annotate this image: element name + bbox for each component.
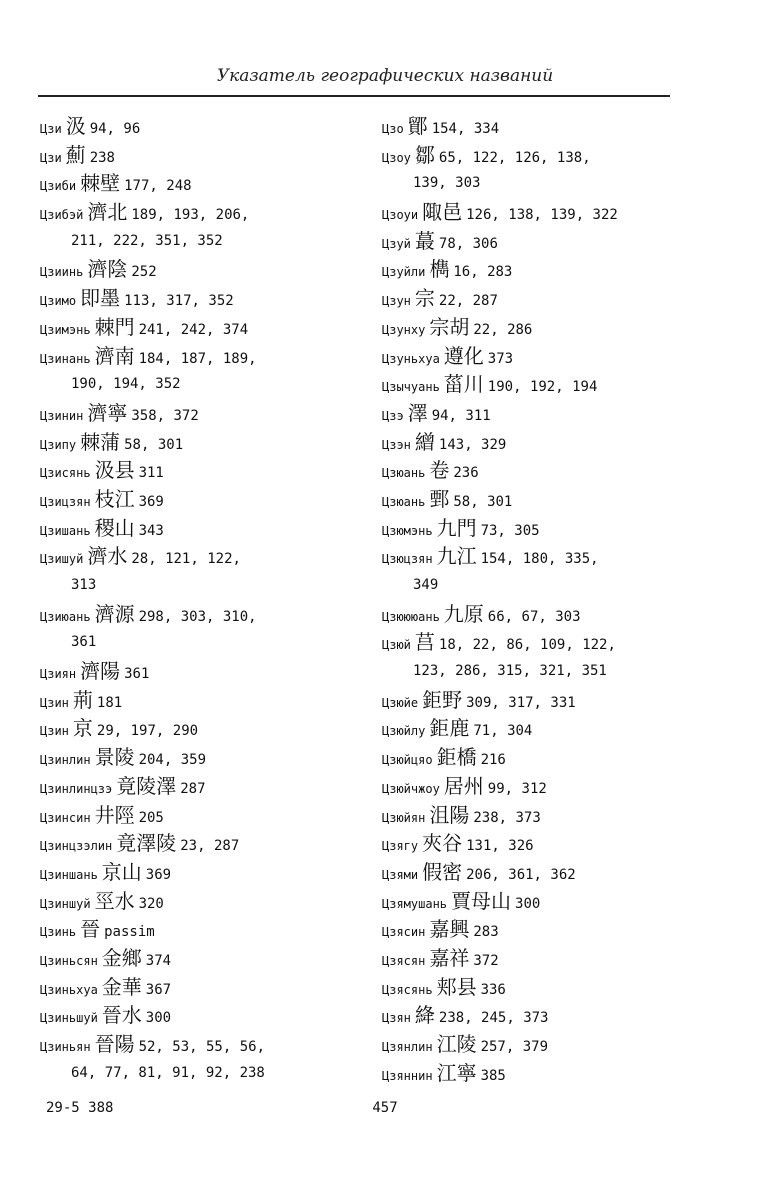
page-references: 113, 317, 352	[124, 293, 234, 310]
place-name: Цзиншуй	[40, 896, 91, 911]
place-name: Цзян	[382, 1011, 411, 1026]
chinese-characters: 檇	[429, 257, 450, 282]
chinese-characters: 鉅橋	[436, 745, 477, 770]
index-entry	[382, 428, 682, 457]
chinese-characters: 濟北	[87, 200, 128, 225]
entry-continuation: 349	[413, 577, 439, 593]
place-name: Цзюююань	[382, 609, 440, 624]
chinese-characters: 卷	[429, 458, 450, 483]
index-entry	[382, 944, 682, 973]
place-name: Цзянлин	[382, 1040, 433, 1054]
page-references: 154, 180, 335,	[480, 551, 599, 568]
chinese-characters: 江陵	[436, 1032, 477, 1056]
page-references: 238, 373	[473, 809, 541, 826]
place-name: Цзинлин	[40, 753, 91, 768]
place-name: Цзинь	[40, 925, 77, 940]
index-entry	[382, 1030, 682, 1059]
place-name: Цзинин	[40, 408, 84, 423]
chinese-characters: 晉陽	[94, 1032, 135, 1056]
page-references: 374	[145, 952, 172, 969]
index-entry	[382, 198, 682, 227]
chinese-characters: 京山	[101, 859, 142, 884]
chinese-characters: 江寧	[436, 1060, 477, 1085]
page-references: 71, 304	[473, 723, 533, 740]
index-entry	[40, 686, 340, 715]
chinese-characters: 居州	[443, 773, 484, 798]
place-name: Цзин	[40, 724, 69, 739]
page-references: 65, 122, 126, 138,	[438, 149, 591, 166]
index-entry	[382, 485, 682, 514]
index-entry	[40, 858, 340, 887]
page-references: 94, 311	[431, 407, 491, 424]
index-entry	[382, 370, 682, 399]
page-references: 78, 306	[438, 235, 498, 252]
chinese-characters: 汲县	[94, 458, 135, 483]
page-references: 236	[453, 465, 479, 482]
chinese-characters: 薊	[65, 142, 86, 167]
index-entry	[40, 169, 340, 198]
index-entry	[382, 1059, 682, 1088]
chinese-characters: 濟陰	[87, 257, 128, 282]
index-entry	[40, 141, 340, 170]
page-references: 300	[145, 1010, 172, 1027]
index-entry	[40, 973, 340, 1002]
index-entry	[40, 284, 340, 313]
chinese-characters: 嘉興	[429, 917, 470, 942]
chinese-characters: 宗	[414, 286, 435, 311]
chinese-characters: 井陘	[94, 802, 135, 827]
page-references: 29, 197, 290	[96, 723, 199, 740]
place-name: Цзюйцяо	[382, 753, 433, 768]
place-name: Цзоу	[382, 150, 411, 165]
index-entry	[40, 112, 340, 141]
index-entry	[40, 399, 340, 428]
index-entry	[382, 686, 682, 715]
place-name: Цзясянь	[382, 982, 433, 997]
place-name: Цзиньян	[40, 1040, 91, 1054]
place-name: Цзуньхуа	[382, 351, 440, 366]
chinese-characters: 嘉祥	[429, 945, 470, 970]
chinese-characters: 鄮	[407, 114, 428, 138]
page-references: 16, 283	[453, 264, 513, 281]
index-entry	[40, 714, 340, 743]
place-name: Цзинань	[40, 351, 91, 366]
place-name: Цзиньхуа	[40, 982, 98, 997]
index-entry	[40, 1030, 340, 1059]
page-references: 369	[138, 493, 164, 510]
place-name: Цзэ	[382, 408, 404, 423]
place-name: Цзяннин	[382, 1068, 433, 1083]
page-references: 252	[131, 264, 157, 281]
chinese-characters: 鉅鹿	[429, 716, 470, 741]
page-references: 358, 372	[131, 407, 199, 424]
place-name: Цзюмэнь	[382, 523, 433, 538]
index-entry	[382, 887, 682, 916]
page-references: 238	[89, 149, 115, 166]
place-name: Цзясян	[382, 953, 426, 968]
index-entry	[40, 657, 340, 686]
place-name: Цзюйчжоу	[382, 781, 440, 796]
chinese-characters: 假密	[422, 859, 463, 884]
chinese-characters: 即墨	[80, 286, 121, 311]
place-name: Цзуйли	[382, 265, 426, 280]
chinese-characters: 繒	[414, 429, 435, 454]
place-name: Цзи	[40, 122, 62, 136]
place-name: Цзиян	[40, 667, 77, 682]
place-name: Цзибэй	[40, 208, 84, 223]
chinese-characters: 荊	[72, 687, 93, 712]
place-name: Цзычуань	[382, 380, 440, 395]
page-references: 154, 334	[431, 121, 500, 137]
chinese-characters: 蕞	[414, 228, 435, 253]
entry-continuation: 361	[71, 634, 97, 651]
index-entry	[382, 227, 682, 256]
place-name: Цзюйян	[382, 810, 426, 825]
index-entry	[382, 743, 682, 772]
page-references: 22, 286	[473, 321, 533, 338]
chinese-characters: 鄄	[429, 486, 450, 511]
place-name: Цзинсин	[40, 810, 91, 825]
chinese-characters: 澤	[407, 400, 428, 425]
place-name: Цзимэнь	[40, 322, 91, 337]
chinese-characters: 鄒	[414, 142, 435, 167]
page-references: 373	[487, 350, 514, 367]
page-references: 126, 138, 139, 322	[466, 207, 618, 224]
page-references: 206, 361, 362	[466, 866, 576, 883]
page-references: 311	[138, 465, 164, 482]
index-entry	[382, 714, 682, 743]
page-references: 320	[138, 895, 164, 912]
chinese-characters: 巠水	[94, 888, 135, 913]
chinese-characters: 金華	[101, 974, 142, 999]
place-name: Цзясин	[382, 925, 426, 940]
index-column-right	[382, 112, 682, 1087]
chinese-characters: 濟陽	[80, 659, 121, 684]
index-entry	[40, 514, 340, 543]
place-name: Цзягу	[382, 839, 419, 854]
chinese-characters: 景陵	[94, 745, 135, 770]
index-entry	[40, 342, 340, 371]
place-name: Цзями	[382, 867, 419, 882]
page-references: 190, 192, 194	[487, 379, 598, 396]
chinese-characters: 棘門	[94, 314, 135, 339]
chinese-characters: 竟陵澤	[116, 773, 177, 798]
index-entry	[382, 858, 682, 887]
page-references: 309, 317, 331	[466, 694, 576, 711]
index-entry	[40, 428, 340, 457]
index-entry	[382, 313, 682, 342]
page-references: 343	[138, 522, 164, 539]
signature-mark: 29-5 388	[46, 1100, 114, 1116]
place-name: Цзинлинцзэ	[40, 781, 113, 796]
place-name: Цзуй	[382, 236, 411, 251]
index-entry	[40, 944, 340, 973]
chinese-characters: 九江	[436, 544, 477, 569]
page-references: 283	[473, 924, 499, 941]
entry-continuation: 313	[71, 577, 97, 593]
page-references: 205	[138, 809, 164, 826]
index-entry	[382, 915, 682, 944]
place-name: Цзиюань	[40, 609, 91, 624]
chinese-characters: 賈母山	[451, 888, 512, 913]
place-name: Цзунху	[382, 322, 426, 337]
index-entry	[382, 772, 682, 801]
page-references: 18, 22, 86, 109, 122,	[438, 637, 616, 654]
chinese-characters: 濟水	[87, 544, 128, 569]
index-entry	[40, 829, 340, 858]
place-name: Цзиби	[40, 179, 77, 194]
page-references: 28, 121, 122,	[131, 551, 241, 568]
page-references: 52, 53, 55, 56,	[138, 1039, 266, 1055]
page-references: 287	[180, 780, 206, 797]
chinese-characters: 晉	[80, 917, 101, 942]
entry-continuation: 190, 194, 352	[71, 376, 181, 393]
index-entry	[40, 887, 340, 916]
index-entry	[382, 514, 682, 543]
chinese-characters: 京	[72, 716, 93, 741]
index-entry	[40, 313, 340, 342]
page-references: 369	[145, 866, 172, 883]
page-references: 385	[480, 1067, 506, 1084]
page-references: 189, 193, 206,	[131, 207, 250, 224]
page-references: 184, 187, 189,	[138, 350, 257, 367]
page-references: 143, 329	[438, 436, 507, 453]
index-entry	[40, 743, 340, 772]
page-references: 58, 301	[124, 436, 184, 453]
place-name: Цзюцзян	[382, 552, 433, 567]
index-entry	[40, 915, 340, 944]
chinese-characters: 陬邑	[422, 200, 463, 225]
place-name: Цзюйлу	[382, 724, 426, 739]
chinese-characters: 棘蒲	[80, 429, 121, 454]
entry-continuation: 123, 286, 315, 321, 351	[413, 663, 607, 680]
place-name: Цзин	[40, 695, 69, 710]
index-entry	[382, 1001, 682, 1030]
place-name: Цзэн	[382, 437, 411, 452]
index-entry	[40, 772, 340, 801]
index-entry	[382, 600, 682, 629]
page-references: 216	[480, 752, 506, 769]
page-references: 23, 287	[180, 838, 240, 855]
chinese-characters: 金鄉	[101, 945, 142, 970]
place-name: Цзисянь	[40, 466, 91, 481]
place-name: Цзямушань	[382, 896, 448, 911]
index-entry	[40, 255, 340, 284]
chinese-characters: 菑川	[443, 372, 484, 397]
chinese-characters: 鉅野	[422, 687, 463, 712]
index-entry	[382, 542, 682, 571]
page-references: 204, 359	[138, 752, 207, 769]
page-references: 73, 305	[480, 522, 540, 539]
index-entry	[40, 1001, 340, 1030]
index-entry	[382, 255, 682, 284]
page-references: 257, 379	[480, 1039, 549, 1055]
place-name: Цзюань	[382, 466, 426, 481]
page-references: 361	[124, 666, 150, 683]
chinese-characters: 遵化	[443, 343, 484, 368]
index-entry	[40, 456, 340, 485]
chinese-characters: 郏县	[436, 974, 477, 999]
place-name: Цзипу	[40, 437, 77, 452]
chinese-characters: 棘壁	[80, 171, 121, 196]
index-entry	[382, 829, 682, 858]
index-entry	[382, 342, 682, 371]
page-references: 298, 303, 310,	[138, 608, 257, 625]
index-column-left	[40, 112, 340, 1087]
entry-continuation: 211, 222, 351, 352	[71, 232, 223, 249]
index-entry	[382, 628, 682, 657]
page-references: 300	[515, 895, 541, 912]
page-references: 66, 67, 303	[487, 608, 581, 625]
index-entry	[382, 973, 682, 1002]
header-rule	[38, 95, 670, 97]
page-number: 457	[372, 1100, 398, 1116]
place-name: Цзоуи	[382, 208, 419, 223]
place-name: Цзимо	[40, 294, 77, 309]
page-references: 94, 96	[89, 121, 141, 137]
chinese-characters: 九原	[443, 601, 484, 626]
chinese-characters: 九門	[436, 515, 477, 540]
entry-continuation: 64, 77, 81, 91, 92, 238	[71, 1064, 265, 1081]
page-references: 238, 245, 373	[438, 1010, 549, 1027]
chinese-characters: 濟源	[94, 601, 135, 626]
running-header: Указатель географических названий	[216, 66, 554, 86]
page-references: 241, 242, 374	[138, 321, 249, 338]
index-entry	[382, 141, 682, 170]
chinese-characters: 夾谷	[422, 831, 463, 856]
place-name: Цзицзян	[40, 494, 91, 509]
index-entry	[382, 399, 682, 428]
place-name: Цзинцзэлин	[40, 839, 113, 854]
page-references: 336	[480, 981, 506, 998]
index-entry	[382, 112, 682, 141]
index-entry	[382, 456, 682, 485]
chinese-characters: 濟寧	[87, 400, 128, 425]
chinese-characters: 沮陽	[429, 802, 470, 827]
chinese-characters: 枝江	[94, 486, 135, 511]
place-name: Цзюйе	[382, 695, 419, 710]
place-name: Цзиньсян	[40, 953, 98, 968]
place-name: Цзюй	[382, 638, 411, 653]
place-name: Цзишуй	[40, 552, 84, 567]
page-references: 131, 326	[466, 838, 534, 855]
chinese-characters: 稷山	[94, 515, 135, 540]
index-entry	[382, 284, 682, 313]
place-name: Цзо	[382, 122, 404, 136]
chinese-characters: 晉水	[101, 1003, 142, 1028]
page-references: 367	[145, 981, 172, 998]
chinese-characters: 絳	[414, 1003, 435, 1028]
place-name: Цзиншань	[40, 867, 98, 882]
page-references: passim	[104, 924, 155, 941]
page-references: 22, 287	[438, 293, 498, 310]
index-entry	[40, 600, 340, 629]
place-name: Цзюань	[382, 494, 426, 509]
index-entry	[382, 801, 682, 830]
index-entry	[40, 801, 340, 830]
index-entry	[40, 542, 340, 571]
entry-continuation: 139, 303	[413, 175, 481, 192]
place-name: Цзиинь	[40, 265, 84, 280]
chinese-characters: 竟澤陵	[116, 831, 177, 856]
chinese-characters: 濟南	[94, 343, 135, 368]
chinese-characters: 汲	[65, 114, 86, 138]
index-entry	[40, 198, 340, 227]
page-references: 58, 301	[453, 493, 513, 510]
index-entry	[40, 485, 340, 514]
chinese-characters: 宗胡	[429, 314, 470, 339]
page-references: 372	[473, 952, 499, 969]
place-name: Цзи	[40, 150, 62, 165]
place-name: Цзиньшуй	[40, 1011, 98, 1026]
page-references: 181	[96, 694, 123, 711]
page-references: 99, 312	[487, 780, 547, 797]
chinese-characters: 莒	[414, 630, 435, 655]
place-name: Цзишань	[40, 523, 91, 538]
place-name: Цзун	[382, 294, 411, 309]
page-references: 177, 248	[124, 178, 192, 195]
